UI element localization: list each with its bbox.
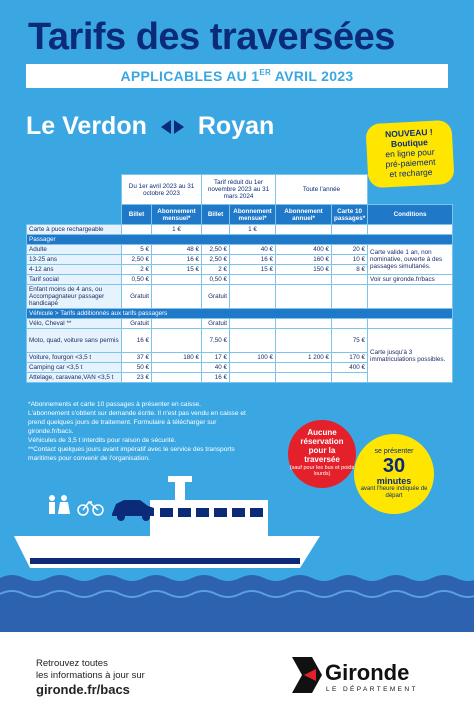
cell: 16 € bbox=[230, 255, 276, 265]
col-billet: Billet bbox=[122, 205, 152, 225]
cell bbox=[276, 363, 332, 373]
badge-line: réservation bbox=[300, 437, 344, 446]
cell: 2,50 € bbox=[122, 255, 152, 265]
bidirectional-arrow-icon bbox=[161, 120, 184, 134]
badge-line: en ligne pour bbox=[385, 146, 435, 160]
footnotes bbox=[28, 400, 260, 463]
car-wheel bbox=[142, 513, 150, 521]
cell: 15 € bbox=[152, 265, 202, 275]
sea-waves bbox=[0, 575, 474, 632]
cell: 8 € bbox=[332, 265, 368, 275]
row-label: 13-25 ans bbox=[27, 255, 122, 265]
cell: 150 € bbox=[276, 265, 332, 275]
arrive-early-badge bbox=[354, 434, 434, 514]
col-carte-10: Carte 10 passages* bbox=[332, 205, 368, 225]
cell: 16 € bbox=[122, 329, 152, 353]
cell bbox=[276, 373, 332, 383]
cell: 75 € bbox=[332, 329, 368, 353]
blank-header bbox=[27, 205, 122, 225]
ferry-mast-top bbox=[168, 476, 192, 482]
date-banner bbox=[26, 64, 448, 88]
cell bbox=[368, 225, 453, 235]
car-wheel bbox=[117, 513, 125, 521]
person-icon-body bbox=[58, 502, 70, 514]
footnote: *Abonnements et carte 10 passages à présenter en caisse. bbox=[28, 401, 202, 408]
cell: 15 € bbox=[230, 265, 276, 275]
cell: 7,50 € bbox=[202, 329, 230, 353]
cell bbox=[276, 329, 332, 353]
cell: 0,50 € bbox=[202, 275, 230, 285]
footnote: Véhicules de 3,5 t interdits pour raison de sécurité. bbox=[28, 437, 177, 444]
cell: 16 € bbox=[202, 373, 230, 383]
row-label: Enfant moins de 4 ans, ou Accompagnateur passager handicapé bbox=[27, 285, 122, 309]
period-header-summer: Du 1er avril 2023 au 31 octobre 2023 bbox=[122, 175, 202, 205]
date-prefix: APPLICABLES AU 1 bbox=[120, 68, 260, 84]
cell bbox=[368, 285, 453, 309]
row-label: Tarif social bbox=[27, 275, 122, 285]
row-label: Carte à puce rechargeable bbox=[27, 225, 122, 235]
badge-line: pré-paiement bbox=[385, 156, 436, 170]
cell: 20 € bbox=[332, 245, 368, 255]
cell bbox=[276, 285, 332, 309]
condition-link: Voir sur gironde.fr/bacs bbox=[368, 275, 453, 285]
col-abonnement-mensuel: Abonnement mensuel* bbox=[152, 205, 202, 225]
col-abonnement-mensuel: Abonnement mensuel* bbox=[230, 205, 276, 225]
cell: Gratuit bbox=[202, 319, 230, 329]
logo-name: Gironde bbox=[325, 660, 410, 685]
cell: 0,50 € bbox=[122, 275, 152, 285]
footnote: **Contact quelques jours avant impératif avec le service des transports maritimes pour convenir de l'organisation. bbox=[28, 446, 235, 462]
badge-line: Aucune bbox=[307, 428, 337, 437]
cell: Gratuit bbox=[202, 285, 230, 309]
cell: 37 € bbox=[122, 353, 152, 363]
badge-line: minutes bbox=[376, 476, 412, 486]
cell bbox=[230, 329, 276, 353]
cell bbox=[152, 329, 202, 353]
table-row bbox=[27, 329, 453, 353]
logo-subtitle: LE DÉPARTEMENT bbox=[326, 686, 418, 693]
table-row bbox=[27, 275, 453, 285]
no-reservation-badge bbox=[288, 420, 356, 488]
cell: 400 € bbox=[332, 363, 368, 373]
cell: 170 € bbox=[332, 353, 368, 363]
badge-note: (sauf pour les bus et poids lourds) bbox=[289, 465, 355, 477]
badge-line: se présenter bbox=[374, 448, 414, 455]
cell: 2,50 € bbox=[202, 255, 230, 265]
col-conditions: Conditions bbox=[368, 205, 453, 225]
cell bbox=[230, 275, 276, 285]
cabin-window bbox=[232, 508, 245, 517]
condition-vehicule: Carte jusqu'à 3 immatriculations possibles. bbox=[368, 329, 453, 383]
footer-info bbox=[36, 658, 145, 698]
cell bbox=[276, 225, 332, 235]
cell bbox=[152, 373, 202, 383]
cell bbox=[152, 363, 202, 373]
cell bbox=[368, 319, 453, 329]
footer-line: Retrouvez toutes bbox=[36, 658, 108, 669]
cell: 180 € bbox=[152, 353, 202, 363]
row-label: Voiture, fourgon <3,5 t bbox=[27, 353, 122, 363]
person-icon-body bbox=[49, 502, 55, 514]
cell bbox=[332, 373, 368, 383]
cell: 100 € bbox=[230, 353, 276, 363]
col-abonnement-annuel: Abonnement annuel* bbox=[276, 205, 332, 225]
cell: 160 € bbox=[276, 255, 332, 265]
cell bbox=[230, 363, 276, 373]
date-sup: ER bbox=[259, 68, 272, 77]
date-suffix: AVRIL 2023 bbox=[271, 68, 354, 84]
row-label: Attelage, caravane,VAN <3,5 t bbox=[27, 373, 122, 383]
row-label: Moto, quad, voiture sans permis bbox=[27, 329, 122, 353]
cell bbox=[332, 319, 368, 329]
cell: 23 € bbox=[122, 373, 152, 383]
cell bbox=[202, 225, 230, 235]
ferry-mast bbox=[175, 480, 185, 500]
cell bbox=[332, 275, 368, 285]
table-row bbox=[27, 319, 453, 329]
poster-title: Tarifs des traversées bbox=[28, 16, 395, 58]
cell bbox=[276, 319, 332, 329]
badge-line: traversée bbox=[304, 455, 340, 464]
person-icon bbox=[61, 495, 67, 501]
fares-table bbox=[26, 174, 453, 383]
period-header-winter: Tarif réduit du 1er novembre 2023 au 31 mars 2024 bbox=[202, 175, 276, 205]
table-row bbox=[27, 285, 453, 309]
condition-passager: Carte valide 1 an, non nominative, ouverte à des passages simultanés. bbox=[368, 245, 453, 275]
cabin-window bbox=[178, 508, 191, 517]
cell: 2 € bbox=[122, 265, 152, 275]
table-row bbox=[27, 245, 453, 255]
cell: 2,50 € bbox=[202, 245, 230, 255]
cabin-window bbox=[214, 508, 227, 517]
hull-stripe bbox=[30, 558, 300, 564]
route-from: Le Verdon bbox=[26, 112, 147, 140]
cell bbox=[152, 275, 202, 285]
cell: 5 € bbox=[122, 245, 152, 255]
route-to: Royan bbox=[197, 112, 275, 140]
cell: 40 € bbox=[230, 245, 276, 255]
cell: 1 200 € bbox=[276, 353, 332, 363]
cell bbox=[122, 225, 152, 235]
cell bbox=[152, 285, 202, 309]
cell: 48 € bbox=[152, 245, 202, 255]
period-header-year: Toute l'année bbox=[276, 175, 368, 205]
footer-line: les informations à jour sur bbox=[36, 670, 145, 681]
cell: 16 € bbox=[152, 255, 202, 265]
table-row bbox=[27, 225, 453, 235]
row-label: 4-12 ans bbox=[27, 265, 122, 275]
cell: 10 € bbox=[332, 255, 368, 265]
row-label: Adulte bbox=[27, 245, 122, 255]
cabin-window bbox=[250, 508, 263, 517]
section-passager: Passager bbox=[27, 235, 453, 245]
row-label: Vélo, Cheval ** bbox=[27, 319, 122, 329]
cell: 400 € bbox=[276, 245, 332, 255]
cell bbox=[332, 285, 368, 309]
footer-url[interactable]: gironde.fr/bacs bbox=[36, 682, 130, 697]
cell: 2 € bbox=[202, 265, 230, 275]
row-label: Camping car <3,5 t bbox=[27, 363, 122, 373]
cell bbox=[230, 373, 276, 383]
blank-header bbox=[368, 175, 453, 205]
badge-line: Boutique bbox=[390, 137, 429, 149]
ferry-cabin bbox=[150, 500, 268, 536]
badge-line: NOUVEAU ! bbox=[384, 126, 433, 140]
cell: Gratuit bbox=[122, 285, 152, 309]
col-billet: Billet bbox=[202, 205, 230, 225]
cell bbox=[230, 319, 276, 329]
person-icon bbox=[49, 495, 55, 501]
cell bbox=[152, 319, 202, 329]
cabin-window bbox=[160, 508, 173, 517]
route bbox=[26, 112, 274, 141]
badge-number: 30 bbox=[382, 455, 406, 477]
badge-line: pour la bbox=[308, 446, 336, 455]
badge-line: avant l'heure indiquée de départ bbox=[360, 486, 428, 499]
cell: 40 € bbox=[202, 363, 230, 373]
blank-header bbox=[27, 175, 122, 205]
cell: 1 € bbox=[230, 225, 276, 235]
cell bbox=[332, 225, 368, 235]
section-vehicule: Véhicule > Tarifs additionnés aux tarifs passagers bbox=[27, 309, 453, 319]
footnote: L'abonnement s'obtient sur demande écrite. Il n'est pas vendu en caisse et prend quelques jours de traitement. Formulaire à télécharger sur gironde.fr/bacs. bbox=[28, 410, 246, 435]
cell bbox=[230, 285, 276, 309]
badge-line: et recharge bbox=[389, 166, 433, 180]
cell: 17 € bbox=[202, 353, 230, 363]
cell: 50 € bbox=[122, 363, 152, 373]
cell: 1 € bbox=[152, 225, 202, 235]
cell: Gratuit bbox=[122, 319, 152, 329]
cabin-window bbox=[196, 508, 209, 517]
cell bbox=[276, 275, 332, 285]
